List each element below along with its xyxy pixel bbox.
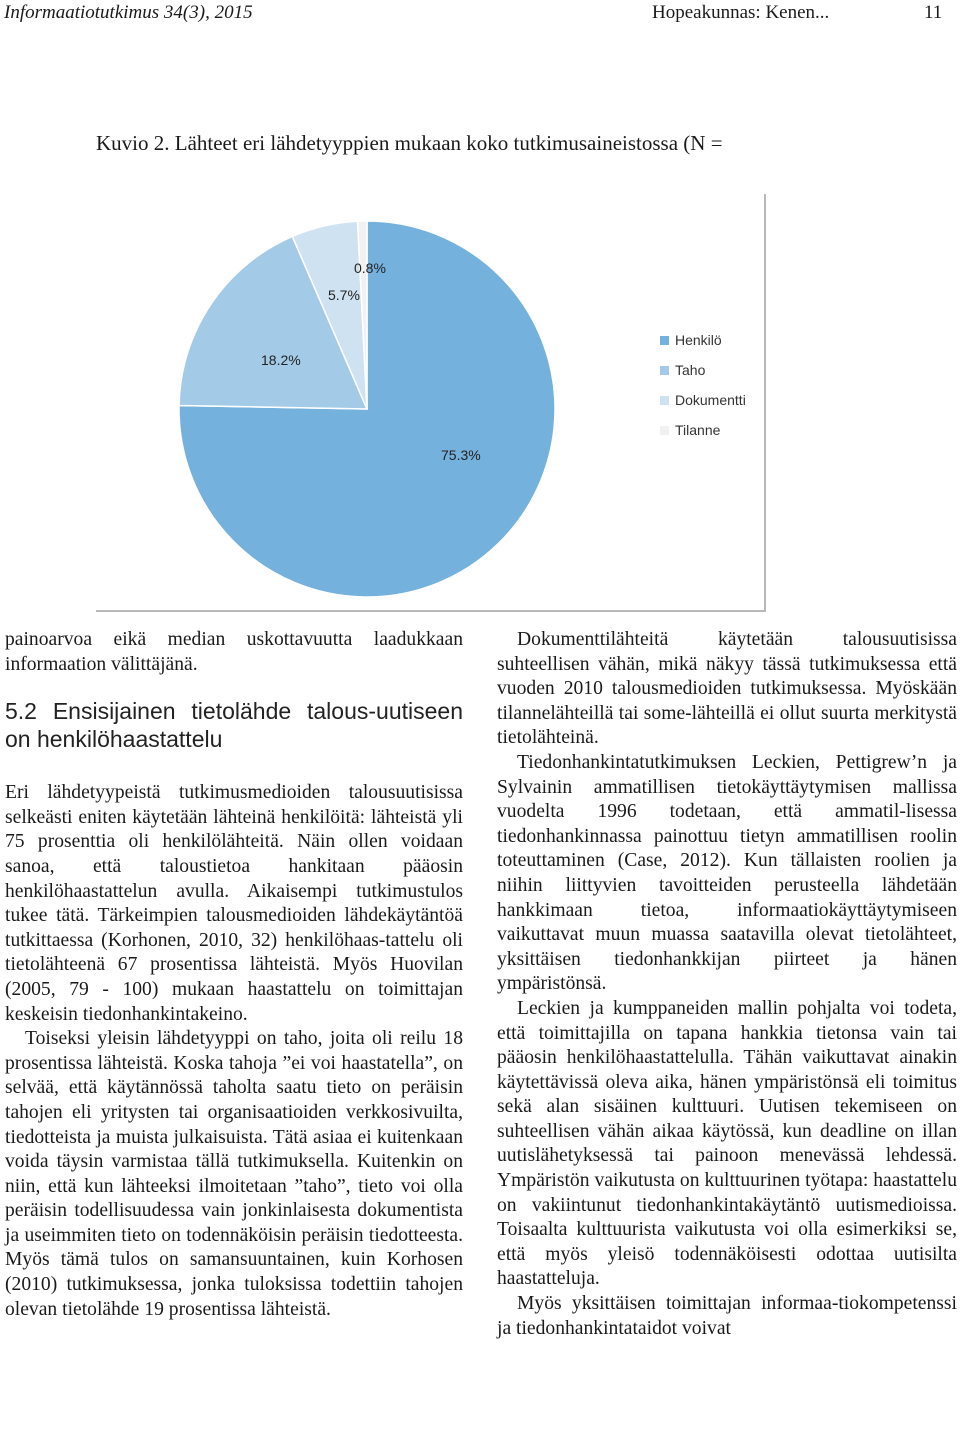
body-paragraph: Eri lähdetyypeistä tutkimusmedioiden talousuutisissa selkeästi eniten käytetään lähteinä henkilöitä: lähteistä yli 75 prosenttia oli henkilölähteitä. Näin ollen voidaan sanoa, että taloustietoa hankitaan pääosin henkilöhaastattelun avulla. Aikaisempi tutkimustulos tukee tätä. Tärkeimpien talousmedioiden lähdekäytäntöä tutkittaessa (Korhonen, 2010, 32) henkilöhaas-tattelu oli tietolähteenä 67 prosentissa lähteistä. Myös Huovilan (2005, 79 - 100) mukaan haastattelu on toimittajan keskeisin tiedonhankintakeino. — [5, 782, 463, 1025]
legend-swatch — [660, 396, 669, 405]
legend-swatch — [660, 366, 669, 375]
running-title: Hopeakunnas: Kenen... — [652, 2, 830, 23]
page-header — [0, 0, 960, 26]
legend-label: Tilanne — [675, 422, 721, 438]
journal-citation: Informaatiotutkimus 34(3), 2015 — [4, 2, 253, 23]
body-paragraph: Toiseksi yleisin lähdetyyppi on taho, joita oli reilu 18 prosentissa lähteistä. Koska tahoja ”ei voi haastatella”, on selvää, että käytännössä taholta saatu tieto on peräisin tahojen eli yritysten tai organisaatioiden verkkosivuilta, tiedotteista ja muista julkaisuista. Tätä asiaa ei kuitenkaan voida täysin varmistaa tällä tutkimuksella. Kuitenkin on niin, että kun lähteeksi ilmoitetaan ”taho”, tieto voi olla peräisin todellisuudessa vain jonkinlaisesta dokumentista ja useimmiten tieto on todennäköisin peräisin tiedotteesta. Myös tämä tulos on samansuuntainen, kuin Korhosen (2010) tutkimuksessa, jonka tuloksissa todettiin tahojen olevan tietolähde 19 prosentissa lähteistä. — [5, 1028, 463, 1320]
figure-caption: Kuvio 2. Lähteet eri lähdetyyppien mukaan koko tutkimusaineistossa (N = — [96, 131, 723, 155]
pie-data-label: 75.3% — [441, 447, 481, 463]
left-column — [5, 628, 463, 1322]
right-column — [497, 628, 957, 1341]
body-paragraph: Dokumenttilähteitä käytetään talousuutisissa suhteellisen vähän, mikä näkyy tässä tutkimuksessa että vuoden 2010 talousmedioiden tutkimuksessa. Myöskään tilannelähteillä tai some-lähteillä ei ollut suurta merkitystä tietolähteinä. — [497, 629, 957, 749]
pie-data-label: 0.8% — [354, 260, 386, 276]
pie-data-label: 18.2% — [261, 352, 301, 368]
pie-chart — [96, 194, 764, 610]
body-paragraph: Myös yksittäisen toimittajan informaa-tiokompetenssi ja tiedonhankintataidot voivat — [497, 1293, 957, 1339]
page-number: 11 — [924, 2, 943, 23]
continuation-paragraph: painoarvoa eikä median uskottavuutta laadukkaan informaation välittäjänä. — [5, 629, 463, 675]
legend-swatch — [660, 426, 669, 435]
legend-label: Taho — [675, 362, 706, 378]
pie-data-label: 5.7% — [328, 287, 360, 303]
body-paragraph: Leckien ja kumppaneiden mallin pohjalta voi todeta, että toimittajilla on tapana hankkia tietonsa vain tai pääosin henkilöhaastattelulla. Tähän vaikuttavat ainakin käytettävissä oleva aika, hänen ympäristönsä eli toimitus sekä alan sisäinen kulttuuri. Uutisen tekemiseen on suhteellisen vähän aikaa käytössä, kun deadline on illan uutislähetyksessä tai painoon menevässä lehdessä. Ympäristön vaikutusta on kulttuurinen työtapa: haastattelu on vakiintunut tiedonhankintakäytäntö uutismedioissa. Toisaalta kulttuurista vaikutusta voi olla esimerkiksi se, että myös yleisö todennäköisesti odottaa uutisilta haastatteluja. — [497, 997, 957, 1290]
legend-swatch — [660, 336, 669, 345]
body-paragraph: Tiedonhankintatutkimuksen Leckien, Pettigrew’n ja Sylvainin ammatillisen tietokäyttäytymisen mallissa vuodelta 1996 todetaan, että ammatil-lisessa tiedonhankinnassa painottuu tietyn ammatillisen roolin toteuttaminen (Case, 2012). Kun tällaisten roolien ja niihin liittyvien tavoitteiden perusteella lähdetään hankkimaan tietoa, informaatiokäyttäytymiseen vaikuttavat muun muassa saatavilla olevat tietolähteet, yksittäisen tiedonhankkijan piirteet ja hänen ympäristönsä. — [497, 751, 957, 995]
pie-chart-container — [96, 194, 766, 612]
legend-label: Henkilö — [675, 332, 722, 348]
section-heading: 5.2 Ensisijainen tietolähde talous-uutiseen on henkilöhaastattelu — [5, 698, 463, 753]
legend-label: Dokumentti — [675, 392, 746, 408]
